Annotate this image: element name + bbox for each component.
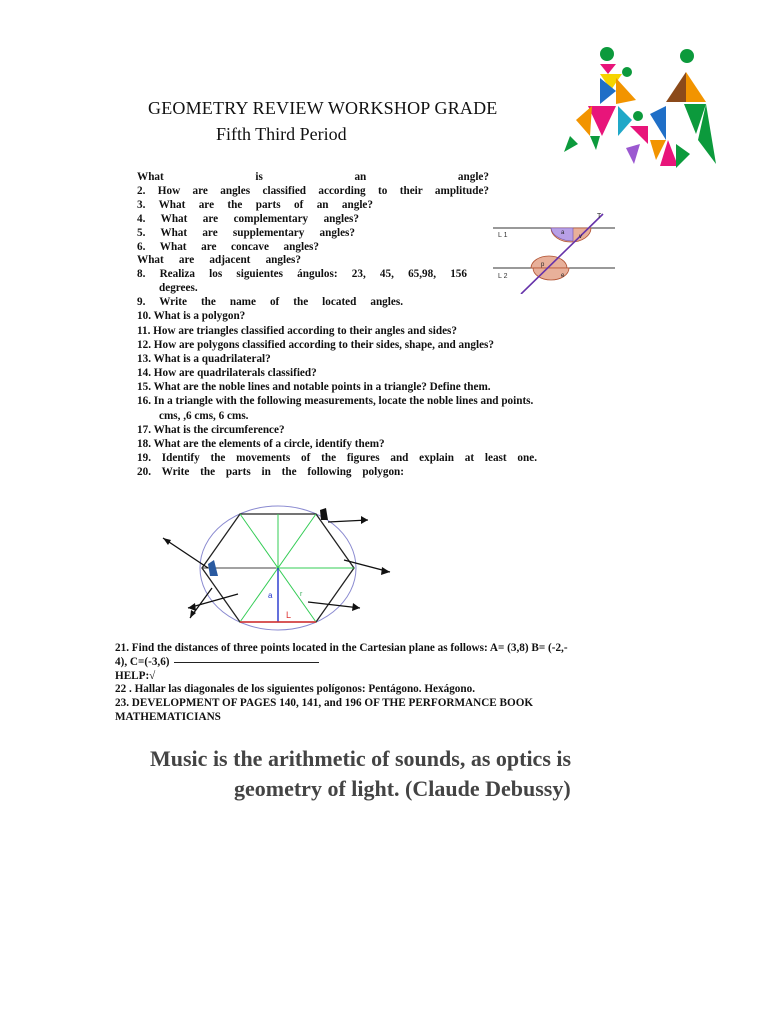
page-title: GEOMETRY REVIEW WORKSHOP GRADE bbox=[148, 98, 498, 118]
question-16-cont: cms, ,6 cms, 6 cms. bbox=[159, 409, 249, 422]
question-21-cont bbox=[115, 656, 615, 670]
radius-label: r bbox=[300, 591, 303, 598]
question-13: 13. What is a quadrilateral? bbox=[137, 353, 271, 366]
question-5: 5. What are supplementary angles? bbox=[137, 226, 355, 239]
pointer-marker-top bbox=[320, 508, 328, 520]
quote bbox=[150, 744, 670, 804]
question-3: 3. What are the parts of an angle? bbox=[137, 198, 373, 211]
question-15: 15. What are the noble lines and notable points in a triangle? Define them. bbox=[137, 381, 491, 394]
tangram-logo bbox=[556, 44, 722, 178]
angle-label-e: e bbox=[561, 273, 565, 279]
angle-figure bbox=[493, 208, 615, 294]
hexagon-figure bbox=[158, 498, 398, 634]
questions-block-2 bbox=[137, 324, 587, 479]
transversal-label: T bbox=[597, 213, 602, 220]
question-7: What are adjacent angles? bbox=[137, 254, 301, 267]
angle-label-p: p bbox=[541, 262, 545, 268]
question-2: 2. How are angles classified according to their amplitude? bbox=[137, 184, 489, 197]
angle-label-v: v bbox=[579, 234, 582, 240]
help-text: HELP:√ bbox=[115, 669, 156, 682]
question-8: 8. Realiza los siguientes ángulos: 23, 45, 65,98, 156 bbox=[137, 268, 467, 281]
quote-line-2: geometry of light. (Claude Debussy) bbox=[234, 776, 571, 801]
question-20: 20. Write the parts in the following polygon: bbox=[137, 465, 404, 478]
question-17: 17. What is the circumference? bbox=[137, 423, 285, 436]
line1-label: L 1 bbox=[498, 232, 508, 239]
question-21-values: 4), C=(-3,6) bbox=[115, 655, 170, 668]
page-subtitle: Fifth Third Period bbox=[216, 124, 347, 144]
questions-block-1 bbox=[137, 171, 489, 324]
question-18: 18. What are the elements of a circle, identify them? bbox=[137, 437, 385, 450]
side-label: L bbox=[286, 610, 292, 620]
question-8-cont: degrees. bbox=[159, 282, 198, 295]
angle-label-a: a bbox=[561, 230, 565, 236]
question-10: 10. What is a polygon? bbox=[137, 310, 246, 323]
question-4: 4. What are complementary angles? bbox=[137, 212, 359, 225]
question-11: 11. How are triangles classified according to their angles and sides? bbox=[137, 325, 457, 337]
question-1: What is an angle? bbox=[137, 171, 489, 183]
question-21: 21. Find the distances of three points located in the Cartesian plane as follows: A= (3,8) B= (-2,- bbox=[115, 642, 568, 654]
question-23: 23. DEVELOPMENT OF PAGES 140, 141, and 196 OF THE PERFORMANCE BOOK bbox=[115, 697, 534, 710]
question-9: 9. Write the name of the located angles. bbox=[137, 296, 403, 309]
answer-line bbox=[174, 661, 319, 663]
question-12: 12. How are polygons classified according to their sides, shape, and angles? bbox=[137, 339, 494, 352]
question-22: 22 . Hallar las diagonales de los siguientes polígonos: Pentágono. Hexágono. bbox=[115, 683, 476, 696]
question-23-cont: MATHEMATICIANS bbox=[115, 710, 221, 723]
question-6: 6. What are concave angles? bbox=[137, 240, 319, 253]
quote-line-1: Music is the arithmetic of sounds, as optics is bbox=[150, 746, 572, 771]
question-14: 14. How are quadrilaterals classified? bbox=[137, 367, 317, 380]
bottom-questions bbox=[115, 642, 615, 725]
line2-label: L 2 bbox=[498, 273, 508, 280]
question-16: 16. In a triangle with the following measurements, locate the noble lines and points. bbox=[137, 395, 534, 408]
question-19: 19. Identify the movements of the figures and explain at least one. bbox=[137, 451, 537, 464]
apothem-label: a bbox=[268, 591, 273, 600]
